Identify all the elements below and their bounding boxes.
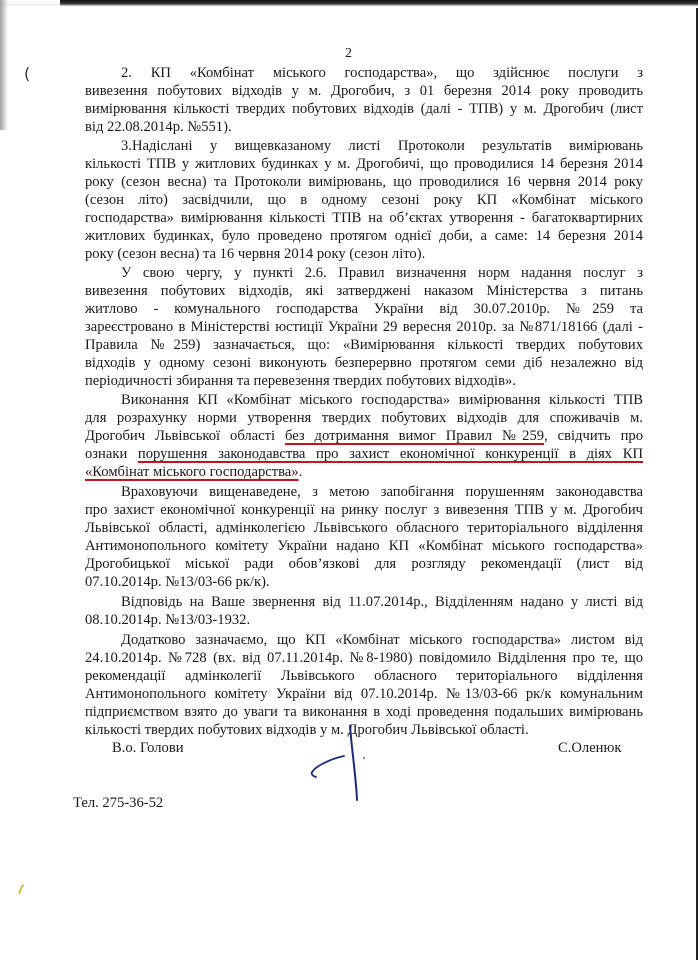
text-line: (сезон літо) засвідчили, що в одному сезоні року КП «Комбінат міського [85, 192, 643, 208]
text-line: кількості твердих побутових відходів у м. Дрогобич Львівської області. [85, 722, 529, 738]
text-line: зареєстровано в Міністерстві юстиції України 29 вересня 2010р. за №871/18166 (далі - [85, 319, 643, 335]
text-line: року (сезон весна) та 16 червня 2014 року (сезон літо). [85, 246, 426, 262]
scan-shadow-left [0, 0, 8, 130]
text-line: Правила №259) зазначається, що: «Вимірювання кількості твердих побутових [85, 337, 643, 353]
text-line: Відповідь на Ваше звернення від 11.07.2014р., Відділенням надано у листі від [121, 594, 643, 610]
text-line: Дрогобицької міської ради обов’язкові для розгляду рекомендації (лист від [85, 556, 643, 572]
pen-mark: ( [24, 64, 31, 83]
signatory-name: С.Оленюк [558, 740, 622, 756]
text-line: про захист економічної конкуренції на ринку послуг з вивезення ТПВ у м. Дрогобич [85, 502, 643, 518]
text-line: кількості ТПВ у житлових будинках у м. Дрогобичі, що проводилися 14 березня 2014 [85, 156, 643, 172]
text-line: рекомендації адмінколегії Львівського обласного територіального відділення [85, 668, 643, 684]
text-line: 07.10.2014р. №13/03-66 рк/к). [85, 574, 270, 590]
text-line: 3.Надіслані у вищевказаному листі Протоколи результатів вимірювань [121, 138, 643, 154]
text-line: У свою чергу, у пункті 2.6. Правил визначення норм надання послуг з [121, 265, 643, 281]
text-line: Антимонопольного комітету України надано КП «Комбінат міського господарства» [85, 538, 643, 554]
text-line: 2. КП «Комбінат міського господарства», що здійснює послуги з [121, 65, 643, 81]
text-line-highlighted [85, 428, 643, 445]
signatory-title: В.о. Голови [112, 740, 184, 756]
phone-number: Тел. 275-36-52 [73, 795, 164, 811]
text-line: року (сезон весна) та Протоколи вимірювань, що проводилися 16 червня 2014 року [85, 174, 643, 190]
text-line: 08.10.2014р. №13/03-1932. [85, 612, 251, 628]
text-line: періодичності збирання та перевезення твердих побутових відходів». [85, 373, 516, 389]
text-line-highlighted [85, 464, 643, 481]
text-span: , свідчить про [544, 428, 644, 444]
red-underlined-text: порушення законодавства про захист економічної конкуренції в діях КП [137, 446, 643, 462]
text-line: вимірювання кількості твердих побутових відходів (далі - ТПВ) у м. Дрогобич (лист [85, 101, 643, 117]
text-line: вивезення побутових відходів, які затверджені наказом Міністерства з питань [85, 283, 643, 299]
page-number: 2 [345, 46, 352, 61]
text-line: 24.10.2014р. №728 (вх. від 07.11.2014р. №8-1980) повідомило Відділення про те, що [85, 650, 643, 666]
text-line: підприємством взято до уваги та виконання в ході проведення подальших вимірювань [85, 704, 643, 720]
text-line: Львівської області, адмінколегією Львівського обласного територіального відділення [85, 520, 643, 536]
text-span: Дрогобич Львівської області [85, 428, 285, 444]
text-line: відходів у одному сезоні виконують безперервно протягом семи діб незалежно від [85, 355, 643, 371]
text-span: . [298, 464, 303, 480]
text-line-highlighted [85, 446, 643, 463]
text-line: Враховуючи вищенаведене, з метою запобігання порушенням законодавства [121, 484, 643, 500]
text-line: для розрахунку норми утворення твердих побутових відходів для споживачів м. [85, 410, 643, 426]
text-line: житлових будинках, було проведено протягом однієї доби, а саме: 14 березня 2014 [85, 228, 643, 244]
text-line: Додатково зазначаємо, що КП «Комбінат міського господарства» листом від [121, 632, 643, 648]
handwritten-signature [300, 722, 380, 802]
text-line: господарства» вимірювання кількості ТПВ на об’єктах утворення - багатоквартирних [85, 210, 643, 226]
text-line: від 22.08.2014р. №551). [85, 119, 232, 135]
text-span: ознаки [85, 446, 138, 462]
text-line: Виконання КП «Комбінат міського господарства» вимірювання кількості ТПВ [121, 392, 643, 408]
text-line: вивезення побутових відходів у м. Дрогобич, з 01 березня 2014 року проводить [85, 83, 643, 99]
scan-shadow-top [60, 0, 698, 6]
page-edge-top-left [0, 0, 60, 6]
red-underlined-text: «Комбінат міського господарства» [85, 464, 299, 480]
red-underlined-text: без дотримання вимог Правил №259 [284, 428, 545, 444]
text-line: житлово - комунального господарства України від 30.07.2010р. №259 та [85, 301, 643, 317]
text-line: Антимонопольного комітету України від 07.10.2014р. №13/03-66 рк/к комунальним [85, 686, 643, 702]
pen-mark-yellow [16, 883, 26, 895]
